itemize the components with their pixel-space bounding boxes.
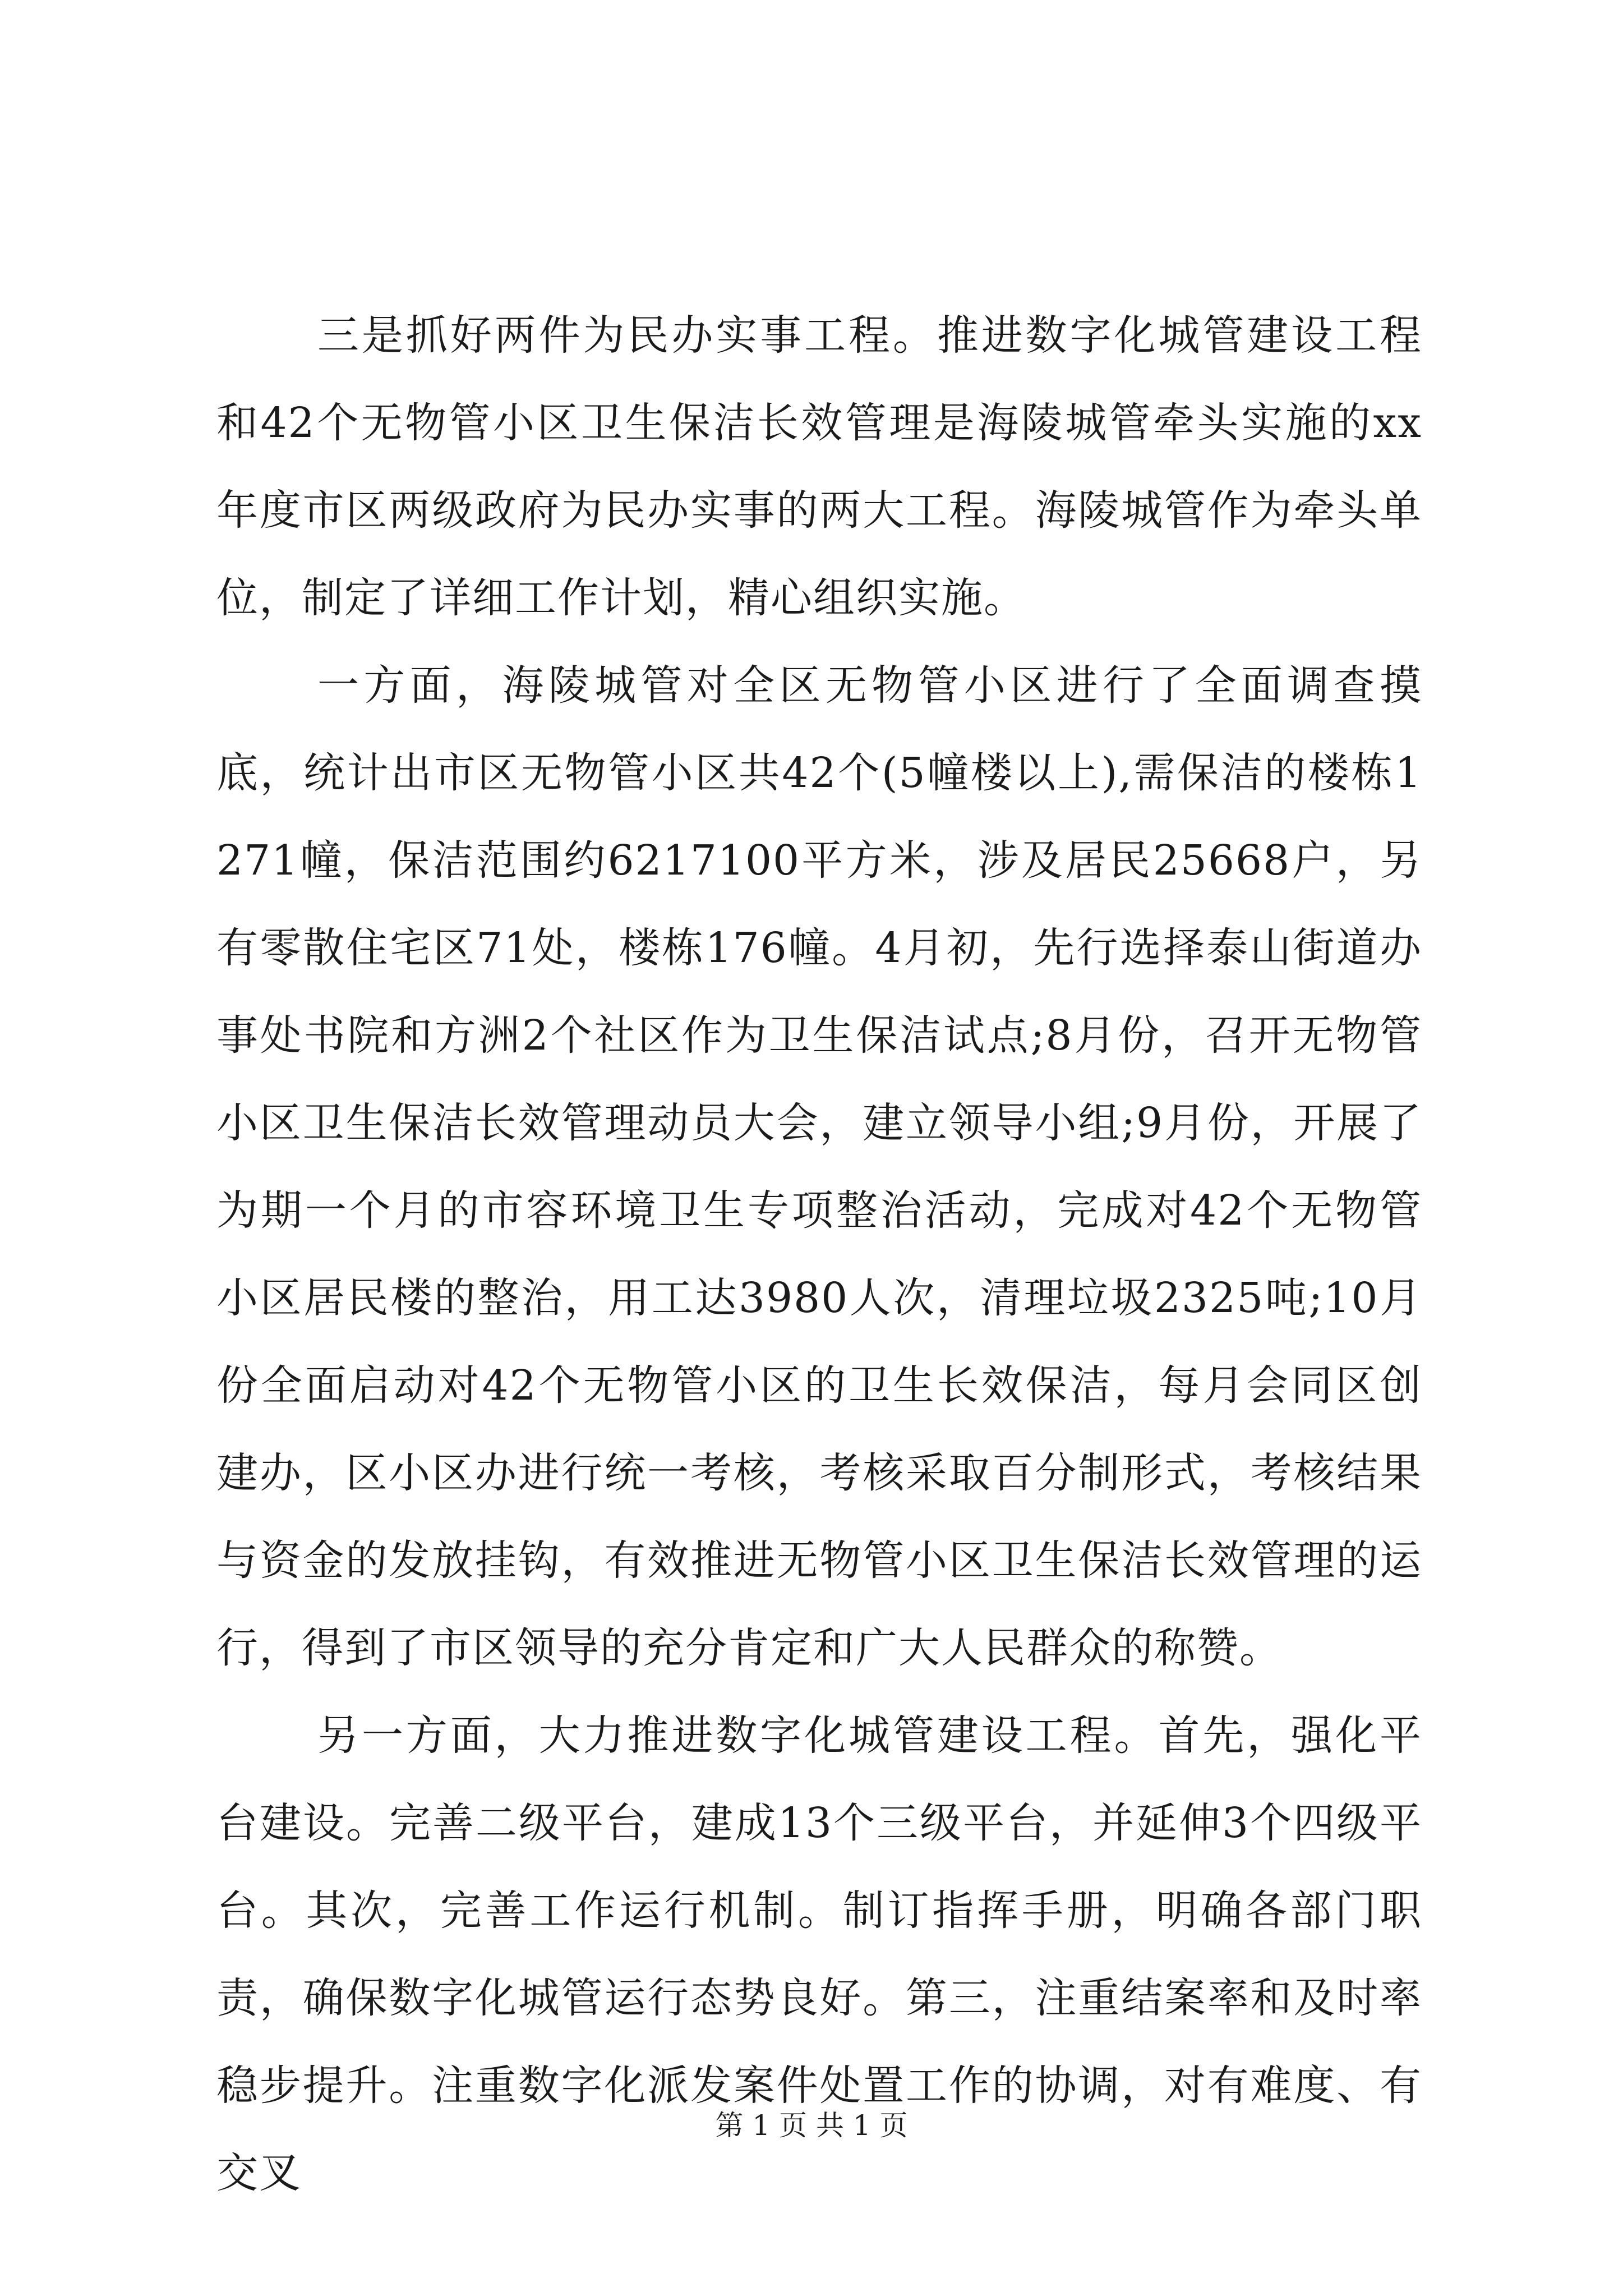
paragraph-3: 另一方面，大力推进数字化城管建设工程。首先，强化平台建设。完善二级平台，建成13个三级平台，并延伸3个四级平台。其次，完善工作运行机制。制订指挥手册，明确各部门职责，确保数字化城管运行态势良好。第三，注重结案率和及时率稳步提升。注重数字化派发案件处置工作的协调，对有难度、有交叉 — [216, 1711, 1422, 2197]
paragraph-1: 三是抓好两件为民办实事工程。推进数字化城管建设工程和42个无物管小区卫生保洁长效管理是海陵城管牵头实施的xx年度市区两级政府为民办实事的两大工程。海陵城管作为牵头单位，制定了详细工作计划，精心组织实施。 — [216, 311, 1422, 622]
paragraph-2: 一方面，海陵城管对全区无物管小区进行了全面调查摸底，统计出市区无物管小区共42个(5幢楼以上),需保洁的楼栋1271幢，保洁范围约6217100平方米，涉及居民25668户，另有零散住宅区71处，楼栋176幢。4月初，先行选择泰山街道办事处书院和方洲2个社区作为卫生保洁试点;8月份，召开无物管小区卫生保洁长效管理动员大会，建立领导小组;9月份，开展了为期一个月的市容环境卫生专项整治活动，完成对42个无物管小区居民楼的整治，用工达3980人次，清理垃圾2325吨;10月份全面启动对42个无物管小区的卫生长效保洁，每月会同区创建办，区小区办进行统一考核，考核采取百分制形式，考核结果与资金的发放挂钩，有效推进无物管小区卫生保洁长效管理的运行，得到了市区领导的充分肯定和广大人民群众的称赞。 — [216, 661, 1422, 1672]
document-body — [216, 292, 1422, 2217]
page-footer: 第 1 页 共 1 页 — [715, 2109, 908, 2142]
